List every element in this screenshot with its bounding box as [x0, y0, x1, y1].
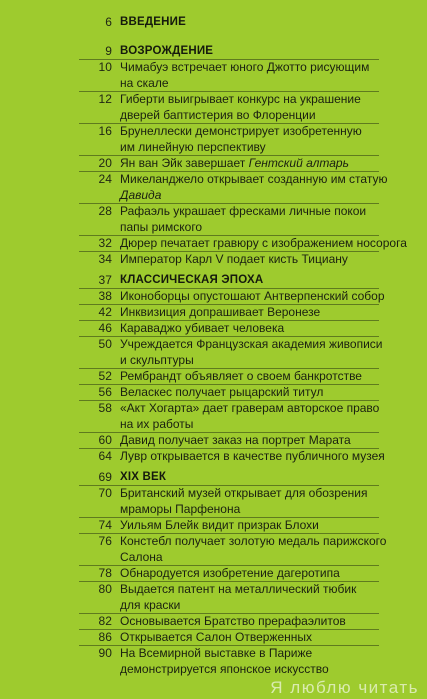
- toc-row-continuation: [0, 501, 427, 517]
- entry-title: Констебл получает золотую медаль парижского: [120, 534, 387, 548]
- page-number: 28: [98, 204, 112, 218]
- entry-title: Лувр открывается в качестве публичного музея: [120, 449, 385, 463]
- page-number: 52: [98, 369, 112, 383]
- entry-title: Император Карл V подает кисть Тициану: [120, 252, 348, 266]
- page-number: 80: [98, 582, 112, 596]
- page-number: 70: [98, 486, 112, 500]
- page-number: 74: [98, 518, 112, 532]
- entry-title-continuation: Давида: [120, 188, 162, 202]
- page-number: 90: [98, 646, 112, 660]
- entry-title: Открывается Салон Отверженных: [120, 630, 313, 644]
- entry-title: Основывается Братство прерафаэлитов: [120, 614, 346, 628]
- toc-row: [0, 613, 427, 629]
- entry-title-continuation: Салона: [120, 550, 163, 564]
- toc-row-continuation: [0, 597, 427, 613]
- entry-title: Обнародуется изобретение дагеротипа: [120, 566, 340, 580]
- toc-row-continuation: [0, 352, 427, 368]
- toc-row: [0, 59, 427, 75]
- page-number: 46: [98, 321, 112, 335]
- entry-title: Британский музей открывает для обозрения: [120, 486, 368, 500]
- entry-title: Давид получает заказ на портрет Марата: [120, 433, 351, 447]
- entry-title: Учреждается Французская академия живописи: [120, 337, 383, 351]
- toc-row-continuation: [0, 549, 427, 565]
- toc-row: [0, 368, 427, 384]
- entry-title: Иконоборцы опустошают Антверпенский собор: [120, 289, 385, 303]
- toc-row: [0, 288, 427, 304]
- toc-row: [0, 235, 427, 251]
- toc-row-continuation: [0, 661, 427, 677]
- toc-row-heading: [0, 43, 427, 59]
- entry-title-continuation: на их работы: [120, 417, 194, 431]
- entry-title: Рембрандт объявляет о своем банкротстве: [120, 369, 362, 383]
- toc-row: [0, 400, 427, 416]
- page-number: 64: [98, 449, 112, 463]
- toc-row: [0, 581, 427, 597]
- entry-title: Инквизиция допрашивает Веронезе: [120, 305, 321, 319]
- entry-title: «Акт Хогарта» дает граверам авторское право: [120, 401, 380, 415]
- toc-row: [0, 155, 427, 171]
- toc-row: [0, 203, 427, 219]
- page-number: 42: [98, 305, 112, 319]
- page-number: 82: [98, 614, 112, 628]
- toc-row: [0, 517, 427, 533]
- page-number: 50: [98, 337, 112, 351]
- toc-row-heading: [0, 272, 427, 288]
- page-number: 20: [98, 156, 112, 170]
- toc-row: [0, 533, 427, 549]
- toc-row: [0, 565, 427, 581]
- section-title: ВОЗРОЖДЕНИЕ: [120, 45, 214, 57]
- toc-row-continuation: [0, 139, 427, 155]
- section-title: КЛАССИЧЕСКАЯ ЭПОХА: [120, 274, 264, 286]
- entry-title-continuation: папы римского: [120, 220, 203, 234]
- toc-row: [0, 91, 427, 107]
- page-number: 86: [98, 630, 112, 644]
- toc-row: [0, 485, 427, 501]
- page-number: 58: [98, 401, 112, 415]
- toc-row-heading: [0, 469, 427, 485]
- entry-title: Веласкес получает рыцарский титул: [120, 385, 324, 399]
- page-number: 38: [98, 289, 112, 303]
- toc-row-continuation: [0, 107, 427, 123]
- entry-title: Дюрер печатает гравюру с изображением носорога: [120, 236, 407, 250]
- entry-title: Уильям Блейк видит призрак Блохи: [120, 518, 319, 532]
- page-number: 32: [98, 236, 112, 250]
- page-number: 69: [98, 470, 112, 484]
- page-number: 24: [98, 172, 112, 186]
- entry-title-continuation: и скульптуры: [120, 353, 194, 367]
- toc-row: [0, 629, 427, 645]
- entry-title-continuation: для краски: [120, 598, 181, 612]
- page-number: 9: [105, 44, 112, 58]
- page-number: 37: [98, 273, 112, 287]
- page-number: 16: [98, 124, 112, 138]
- toc-row: [0, 171, 427, 187]
- toc-row: [0, 645, 427, 661]
- page-number: 34: [98, 252, 112, 266]
- page-number: 6: [105, 15, 112, 29]
- entry-title: Ян ван Эйк завершает Гентский алтарь: [120, 156, 349, 170]
- entry-title-continuation: им линейную перспективу: [120, 140, 266, 154]
- watermark: Я люблю читать: [270, 678, 419, 697]
- page-number: 78: [98, 566, 112, 580]
- section-title: XIX ВЕК: [120, 471, 167, 483]
- entry-title: Чимабуэ встречает юного Джотто рисующим: [120, 60, 370, 74]
- toc-row-continuation: [0, 219, 427, 235]
- toc-row: [0, 123, 427, 139]
- page-number: 56: [98, 385, 112, 399]
- toc-row-continuation: [0, 187, 427, 203]
- entry-title: Брунеллески демонстрирует изобретенную: [120, 124, 362, 138]
- page-number: 10: [98, 60, 112, 74]
- page-number: 76: [98, 534, 112, 548]
- entry-title-continuation: демонстрируется японское искусство: [120, 662, 329, 676]
- section-title: ВВЕДЕНИЕ: [120, 16, 186, 28]
- page-number: 12: [98, 92, 112, 106]
- entry-title-continuation: на скале: [120, 76, 169, 90]
- entry-title: Караваджо убивает человека: [120, 321, 285, 335]
- toc-row: [0, 432, 427, 448]
- toc-row: [0, 304, 427, 320]
- entry-title-continuation: мраморы Парфенона: [120, 502, 241, 516]
- page-number: 60: [98, 433, 112, 447]
- toc-row: [0, 336, 427, 352]
- entry-title: Выдается патент на металлический тюбик: [120, 582, 357, 596]
- toc-row: [0, 448, 427, 464]
- entry-title: Гиберти выигрывает конкурс на украшение: [120, 92, 361, 106]
- toc-row-heading: [0, 14, 427, 30]
- toc-row-continuation: [0, 416, 427, 432]
- toc-row: [0, 251, 427, 267]
- entry-title-continuation: дверей баптистерия во Флоренции: [120, 108, 316, 122]
- entry-title: Рафаэль украшает фресками личные покои: [120, 204, 367, 218]
- entry-title: На Всемирной выставке в Париже: [120, 646, 313, 660]
- toc-row: [0, 320, 427, 336]
- entry-title: Микеланджело открывает созданную им статую: [120, 172, 388, 186]
- toc-row-continuation: [0, 75, 427, 91]
- toc-row: [0, 384, 427, 400]
